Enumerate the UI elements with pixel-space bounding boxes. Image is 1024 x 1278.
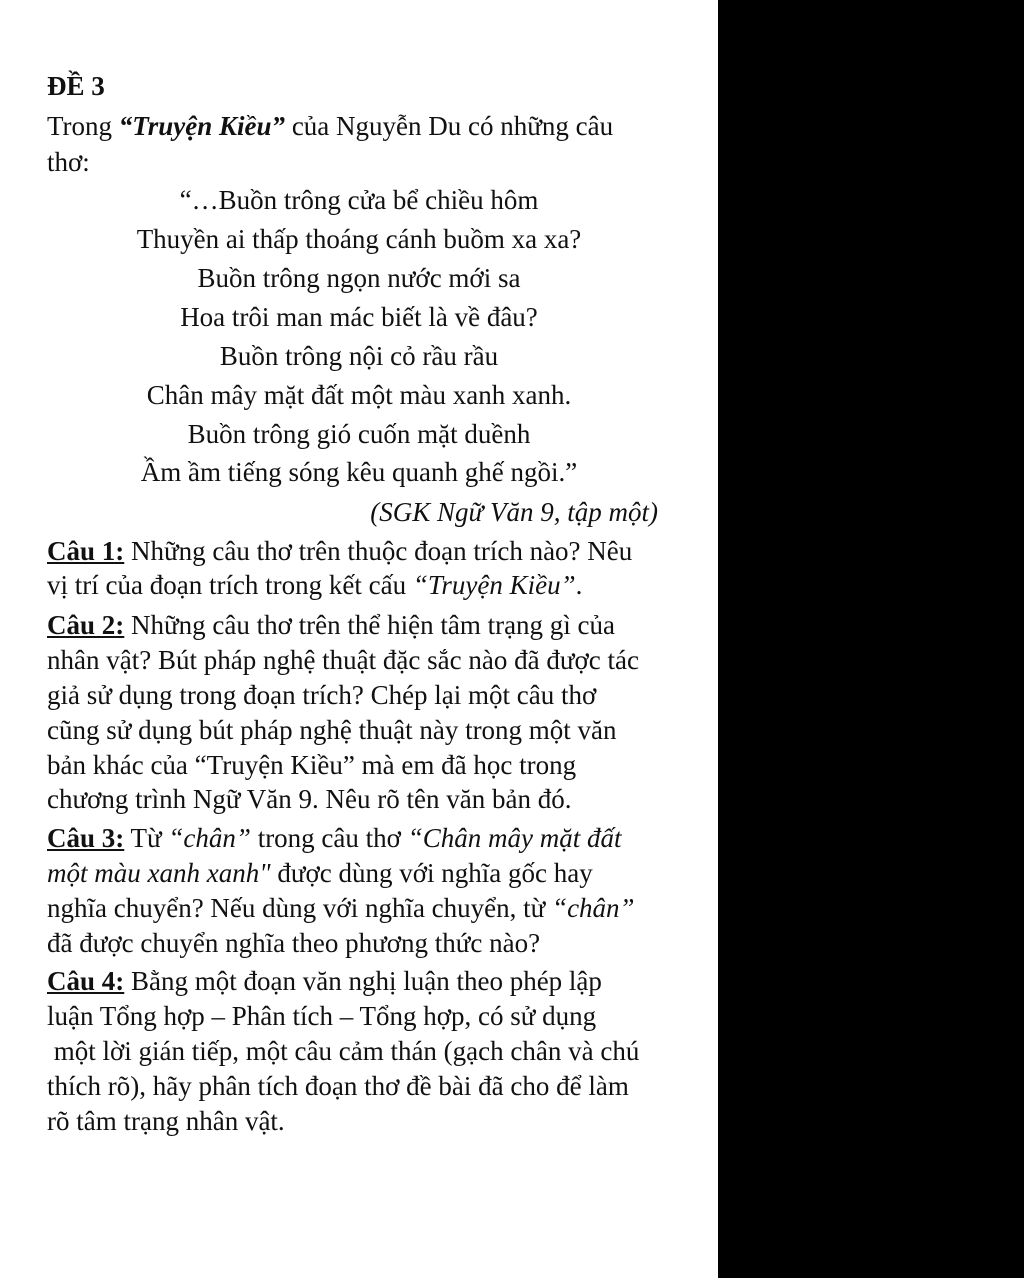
- question-4-line-1: Câu 4: Bằng một đoạn văn nghị luận theo phép lập: [47, 966, 602, 996]
- poem-line: Buồn trông ngọn nước mới sa: [197, 263, 521, 293]
- question-2-line-1: Câu 2: Những câu thơ trên thể hiện tâm trạng gì của: [47, 610, 616, 640]
- exam-title: ĐỀ 3: [47, 71, 105, 101]
- intro-line-1: Trong “Truyện Kiều” của Nguyễn Du có những câu: [47, 111, 614, 141]
- poem-source: (SGK Ngữ Văn 9, tập một): [370, 497, 658, 527]
- black-margin: [718, 0, 1024, 1278]
- intro-line-2: thơ:: [47, 147, 90, 177]
- question-1-label: Câu 1:: [47, 536, 125, 566]
- question-2-line: nhân vật? Bút pháp nghệ thuật đặc sắc nào đã được tác: [47, 645, 639, 675]
- poem-line: “…Buồn trông cửa bể chiều hôm: [179, 185, 539, 215]
- question-2-line: chương trình Ngữ Văn 9. Nêu rõ tên văn bản đó.: [47, 784, 572, 814]
- question-3-label: Câu 3:: [47, 823, 125, 853]
- question-4-line: một lời gián tiếp, một câu cảm thán (gạch chân và chú: [47, 1036, 640, 1066]
- poem-line: Buồn trông gió cuốn mặt duềnh: [187, 419, 531, 449]
- poem-line: Buồn trông nội cỏ rầu rầu: [219, 341, 499, 371]
- work-title: “Truyện Kiều”: [118, 111, 286, 141]
- question-2-line: cũng sử dụng bút pháp nghệ thuật này trong một văn: [47, 715, 617, 745]
- question-2-line: giả sử dụng trong đoạn trích? Chép lại một câu thơ: [47, 680, 597, 710]
- question-3-line-4: đã được chuyển nghĩa theo phương thức nào?: [47, 928, 541, 958]
- question-1-line-1: Câu 1: Những câu thơ trên thuộc đoạn trích nào? Nêu: [47, 536, 633, 566]
- question-3-line-3: nghĩa chuyển? Nếu dùng với nghĩa chuyển, từ “chân”: [47, 893, 635, 923]
- question-1-line-2: vị trí của đoạn trích trong kết cấu “Truyện Kiều”.: [47, 570, 583, 600]
- poem-line: Chân mây mặt đất một màu xanh xanh.: [146, 380, 572, 410]
- poem-line: Thuyền ai thấp thoáng cánh buồm xa xa?: [136, 224, 582, 254]
- question-3-line-2: một màu xanh xanh" được dùng với nghĩa gốc hay: [47, 858, 593, 888]
- poem-line: Hoa trôi man mác biết là về đâu?: [180, 302, 538, 332]
- question-4-line: luận Tổng hợp – Phân tích – Tổng hợp, có sử dụng: [47, 1001, 597, 1031]
- question-4-line: thích rõ), hãy phân tích đoạn thơ đề bài đã cho để làm: [47, 1071, 629, 1101]
- poem-line: Ầm ầm tiếng sóng kêu quanh ghế ngồi.”: [140, 457, 578, 487]
- question-4-line: rõ tâm trạng nhân vật.: [47, 1106, 285, 1136]
- question-2-line: bản khác của “Truyện Kiều” mà em đã học trong: [47, 750, 577, 780]
- question-4-label: Câu 4:: [47, 966, 125, 996]
- question-3-line-1: Câu 3: Từ “chân” trong câu thơ “Chân mây mặt đất: [47, 823, 622, 853]
- question-2-label: Câu 2:: [47, 610, 125, 640]
